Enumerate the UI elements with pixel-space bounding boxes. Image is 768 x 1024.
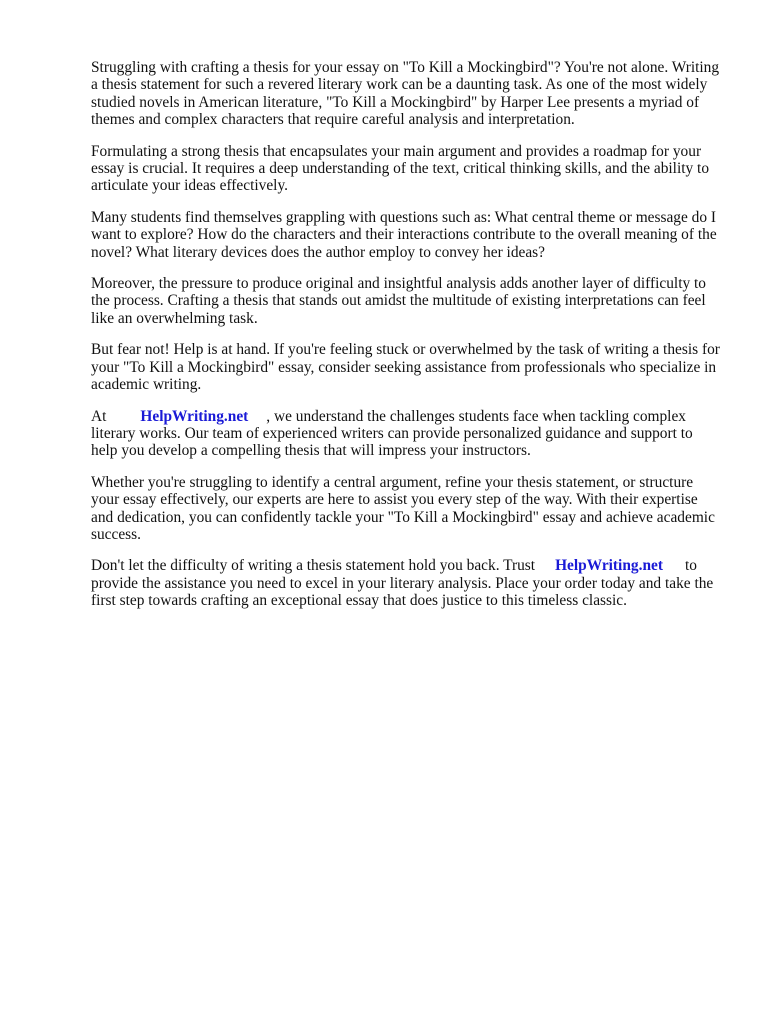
paragraph-experts: Whether you're struggling to identify a central argument, refine your thesis statement, or structure your essay effectively, our experts are here to assist you every step of the way. With their expertise and dedication, you can confidently tackle your "To Kill a Mockingbird" essay and achieve academic success. <box>91 473 715 543</box>
paragraph-questions: Many students find themselves grappling with questions such as: What central theme or message do I want to explore? How do the characters and their interactions contribute to the overall meaning of the novel? What literary devices does the author employ to convey her ideas? <box>91 208 717 261</box>
paragraph-closing-lead: Don't let the difficulty of writing a thesis statement hold you back. Trust <box>91 557 536 575</box>
helpwriting-link[interactable]: HelpWriting.net <box>140 407 249 425</box>
paragraph-closing <box>91 557 723 609</box>
paragraph-helpwriting <box>91 408 723 460</box>
paragraph-pressure: Moreover, the pressure to produce original and insightful analysis adds another layer of difficulty to the process. Crafting a thesis that stands out amidst the multitude of existing interpretations can feel like an overwhelming task. <box>91 275 706 327</box>
paragraph-helpwriting-tail: , we understand the challenges students face when tackling complex literary works. Our team of experienced writers can provide personalized guidance and support to help you develop a compelling thesis that will impress your instructors. <box>91 407 693 460</box>
paragraph-intro: Struggling with crafting a thesis for your essay on "To Kill a Mockingbird"? You're not alone. Writing a thesis statement for such a revered literary work can be a daunting task. As one of the most widely studied novels in American literature, "To Kill a Mockingbird" by Harper Lee presents a myriad of themes and complex characters that require careful analysis and interpretation. <box>91 59 720 129</box>
paragraph-help: But fear not! Help is at hand. If you're feeling stuck or overwhelmed by the task of writing a thesis for your "To Kill a Mockingbird" essay, consider seeking assistance from professionals who specialize in academic writing. <box>91 341 720 394</box>
paragraph-formulating: Formulating a strong thesis that encapsulates your main argument and provides a roadmap for your essay is crucial. It requires a deep understanding of the text, critical thinking skills, and the ability to articulate your ideas effectively. <box>91 142 710 195</box>
document-page <box>91 59 723 624</box>
paragraph-helpwriting-lead: At <box>91 407 107 425</box>
paragraph-closing-tail: to provide the assistance you need to excel in your literary analysis. Place your order today and take the first step towards crafting an exceptional essay that does justice to this timeless classic. <box>91 557 714 610</box>
helpwriting-link-closing[interactable]: HelpWriting.net <box>555 557 663 575</box>
